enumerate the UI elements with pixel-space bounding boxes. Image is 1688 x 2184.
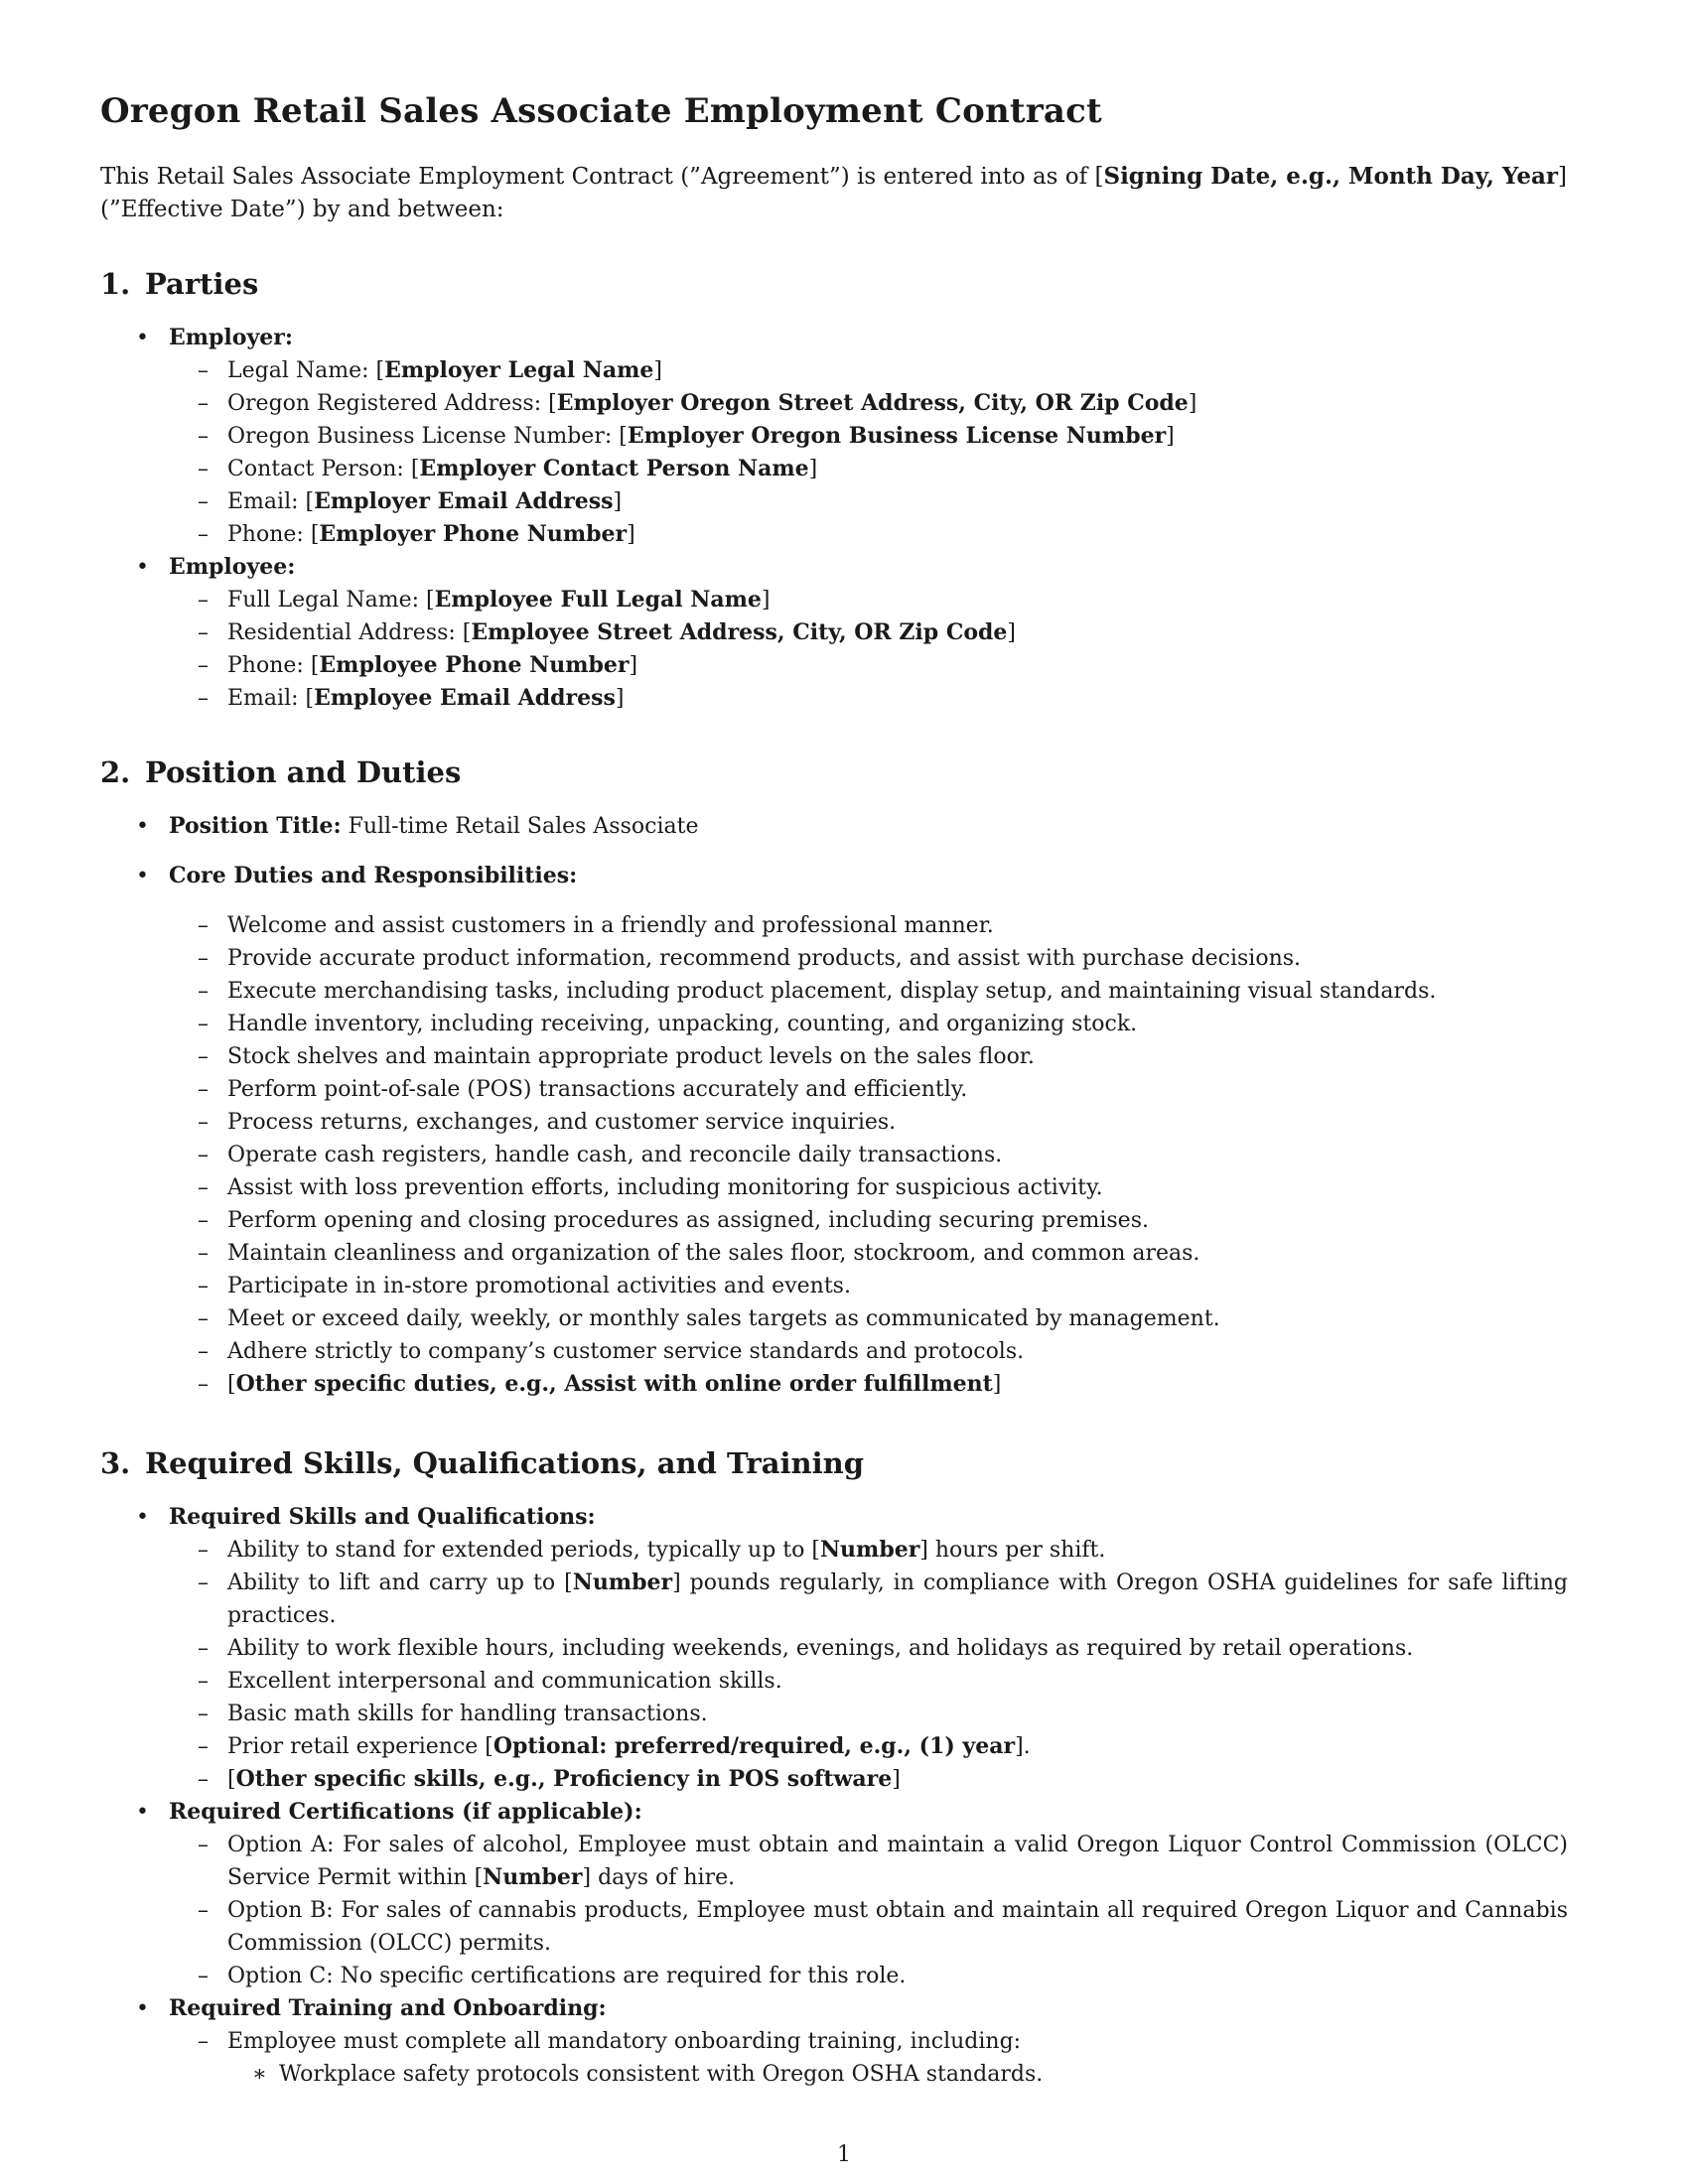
list-item: – Execute merchandising tasks, including product placement, display setup, and maintaining visual standards.: [168, 975, 1590, 1008]
list-item: – Excellent interpersonal and communication skills.: [168, 1665, 1590, 1698]
core-duties-item: • Core Duties and Responsibilities: – Welcome and assist customers in a friendly and professional manner. – Provide accurate product information, recommend products, and assist with purchase decisions. – Execute merchandising tasks, including product placement, display setup, and maintaining visual standards. – Handle inventory, including receiving, unpacking, counting, and organizing stock. – Stock shelves and maintain appropriate product levels on the sales floor. – Perform point-of-sale (POS) transactions accurately and efficiently. – Process returns, exchanges, and customer service inquiries. – Operate cash registers, handle cash, and reconcile daily transactions. – Assist with loss prevention efforts, including monitoring for suspicious activity. – Perform opening and closing procedures as assigned, including securing premises. – Maintain cleanliness and organization of the sales floor, stockroom, and common areas. – Participate in in-store promotional activities and events. – Meet or exceed daily, weekly, or monthly sales targets as communicated by management. – Adhere strictly to company’s customer service standards and protocols. – [Other specific duties, e.g., Assist with online order fulfillment]: [100, 860, 1590, 1401]
list-item: – Perform point-of-sale (POS) transactions accurately and efficiently.: [168, 1073, 1590, 1106]
training-item: • Required Training and Onboarding: – Employee must complete all mandatory onboarding training, including: ∗ Workplace safety protocols consistent with Oregon OSHA standards.: [100, 1992, 1590, 2091]
section-position: [100, 752, 1590, 1401]
page-number: 1: [837, 2142, 851, 2167]
list-item: – Stock shelves and maintain appropriate product levels on the sales floor.: [168, 1040, 1590, 1073]
document-title: Oregon Retail Sales Associate Employment Contract: [100, 91, 1102, 131]
list-item: – Email: [Employer Email Address]: [168, 485, 1590, 518]
skills-item: • Required Skills and Qualifications: – Ability to stand for extended periods, typically up to [Number] hours per shift. – Ability to lift and carry up to [Number] pounds regularly, in compliance with Oregon OSHA guidelines for safe lifting practices. – Ability to work flexible hours, including weekends, evenings, and holidays as required by retail operations. – Excellent interpersonal and communication skills. – Basic math skills for handling transactions. – Prior retail experience [Optional: preferred/required, e.g., (1) year]. – [Other specific skills, e.g., Proficiency in POS software]: [100, 1501, 1590, 1796]
list-item: – Full Legal Name: [Employee Full Legal Name]: [168, 584, 1590, 616]
section-heading: 1. Parties: [100, 267, 259, 301]
list-item: – Perform opening and closing procedures as assigned, including securing premises.: [168, 1204, 1590, 1237]
list-item: – Employee must complete all mandatory onboarding training, including: ∗ Workplace safety protocols consistent with Oregon OSHA standards.: [168, 2025, 1590, 2091]
list-item: – Oregon Registered Address: [Employer Oregon Street Address, City, OR Zip Code]: [168, 387, 1590, 420]
list-item: – [Other specific skills, e.g., Proficiency in POS software]: [168, 1763, 1590, 1796]
section-heading: 2. Position and Duties: [100, 755, 462, 789]
list-item: – Option C: No specific certifications are required for this role.: [168, 1960, 1590, 1992]
list-item: – Oregon Business License Number: [Employer Oregon Business License Number]: [168, 420, 1590, 453]
list-item: – Process returns, exchanges, and customer service inquiries.: [168, 1106, 1590, 1139]
list-item: – Email: [Employee Email Address]: [168, 682, 1590, 715]
list-item: – Ability to lift and carry up to [Number] pounds regularly, in compliance with Oregon OSHA guidelines for safe lifting practices.: [168, 1567, 1590, 1632]
list-item: – Ability to work flexible hours, including weekends, evenings, and holidays as required by retail operations.: [168, 1632, 1590, 1665]
list-item: – Operate cash registers, handle cash, and reconcile daily transactions.: [168, 1139, 1590, 1171]
list-item: – Provide accurate product information, recommend products, and assist with purchase decisions.: [168, 942, 1590, 975]
list-item: – Option B: For sales of cannabis products, Employee must obtain and maintain all required Oregon Liquor and Cannabis Commission (OLCC) permits.: [168, 1894, 1590, 1960]
list-item: – Handle inventory, including receiving, unpacking, counting, and organizing stock.: [168, 1008, 1590, 1040]
list-item: – Adhere strictly to company’s customer service standards and protocols.: [168, 1335, 1590, 1368]
list-item: – Phone: [Employer Phone Number]: [168, 518, 1590, 551]
list-item: – Option A: For sales of alcohol, Employee must obtain and maintain a valid Oregon Liquor Control Commission (OLCC) Service Permit within [Number] days of hire.: [168, 1829, 1590, 1894]
list-item: – Legal Name: [Employer Legal Name]: [168, 354, 1590, 387]
section-parties: [100, 264, 1590, 715]
intro-paragraph: This Retail Sales Associate Employment Contract (”Agreement”) is entered into as of [Signing Date, e.g., Month Day, Year] (”Effective Date”) by and between:: [100, 163, 1567, 222]
section-heading: 3. Required Skills, Qualifications, and Training: [100, 1446, 864, 1480]
employer-item: • Employer: – Legal Name: [Employer Legal Name] – Oregon Registered Address: [Employer Oregon Street Address, City, OR Zip Code] – Oregon Business License Number: [Employer Oregon Business License Number] – Contact Person: [Employer Contact Person Name] – Email: [Employer Email Address] – Phone: [Employer Phone Number]: [100, 322, 1590, 551]
list-item: – Meet or exceed daily, weekly, or monthly sales targets as communicated by management.: [168, 1302, 1590, 1335]
list-item: – Assist with loss prevention efforts, including monitoring for suspicious activity.: [168, 1171, 1590, 1204]
section-skills: [100, 1443, 1590, 2091]
position-title-item: • Position Title: Full-time Retail Sales Associate: [100, 810, 1590, 843]
certifications-item: • Required Certifications (if applicable): – Option A: For sales of alcohol, Employee must obtain and maintain a valid Oregon Liquor Control Commission (OLCC) Service Permit within [Number] days of hire. – Option B: For sales of cannabis products, Employee must obtain and maintain all required Oregon Liquor and Cannabis Commission (OLCC) permits. – Option C: No specific certifications are required for this role.: [100, 1796, 1590, 1992]
list-item: ∗ Workplace safety protocols consistent with Oregon OSHA standards.: [227, 2058, 1590, 2091]
list-item: – [Other specific duties, e.g., Assist with online order fulfillment]: [168, 1368, 1590, 1401]
list-item: – Maintain cleanliness and organization of the sales floor, stockroom, and common areas.: [168, 1237, 1590, 1270]
list-item: – Participate in in-store promotional activities and events.: [168, 1270, 1590, 1302]
list-item: – Phone: [Employee Phone Number]: [168, 649, 1590, 682]
employee-item: • Employee: – Full Legal Name: [Employee Full Legal Name] – Residential Address: [Employee Street Address, City, OR Zip Code] – Phone: [Employee Phone Number] – Email: [Employee Email Address]: [100, 551, 1590, 715]
list-item: – Residential Address: [Employee Street Address, City, OR Zip Code]: [168, 616, 1590, 649]
list-item: – Ability to stand for extended periods, typically up to [Number] hours per shift.: [168, 1534, 1590, 1567]
list-item: – Welcome and assist customers in a friendly and professional manner.: [168, 909, 1590, 942]
list-item: – Contact Person: [Employer Contact Person Name]: [168, 453, 1590, 485]
list-item: – Basic math skills for handling transactions.: [168, 1698, 1590, 1730]
list-item: – Prior retail experience [Optional: preferred/required, e.g., (1) year].: [168, 1730, 1590, 1763]
